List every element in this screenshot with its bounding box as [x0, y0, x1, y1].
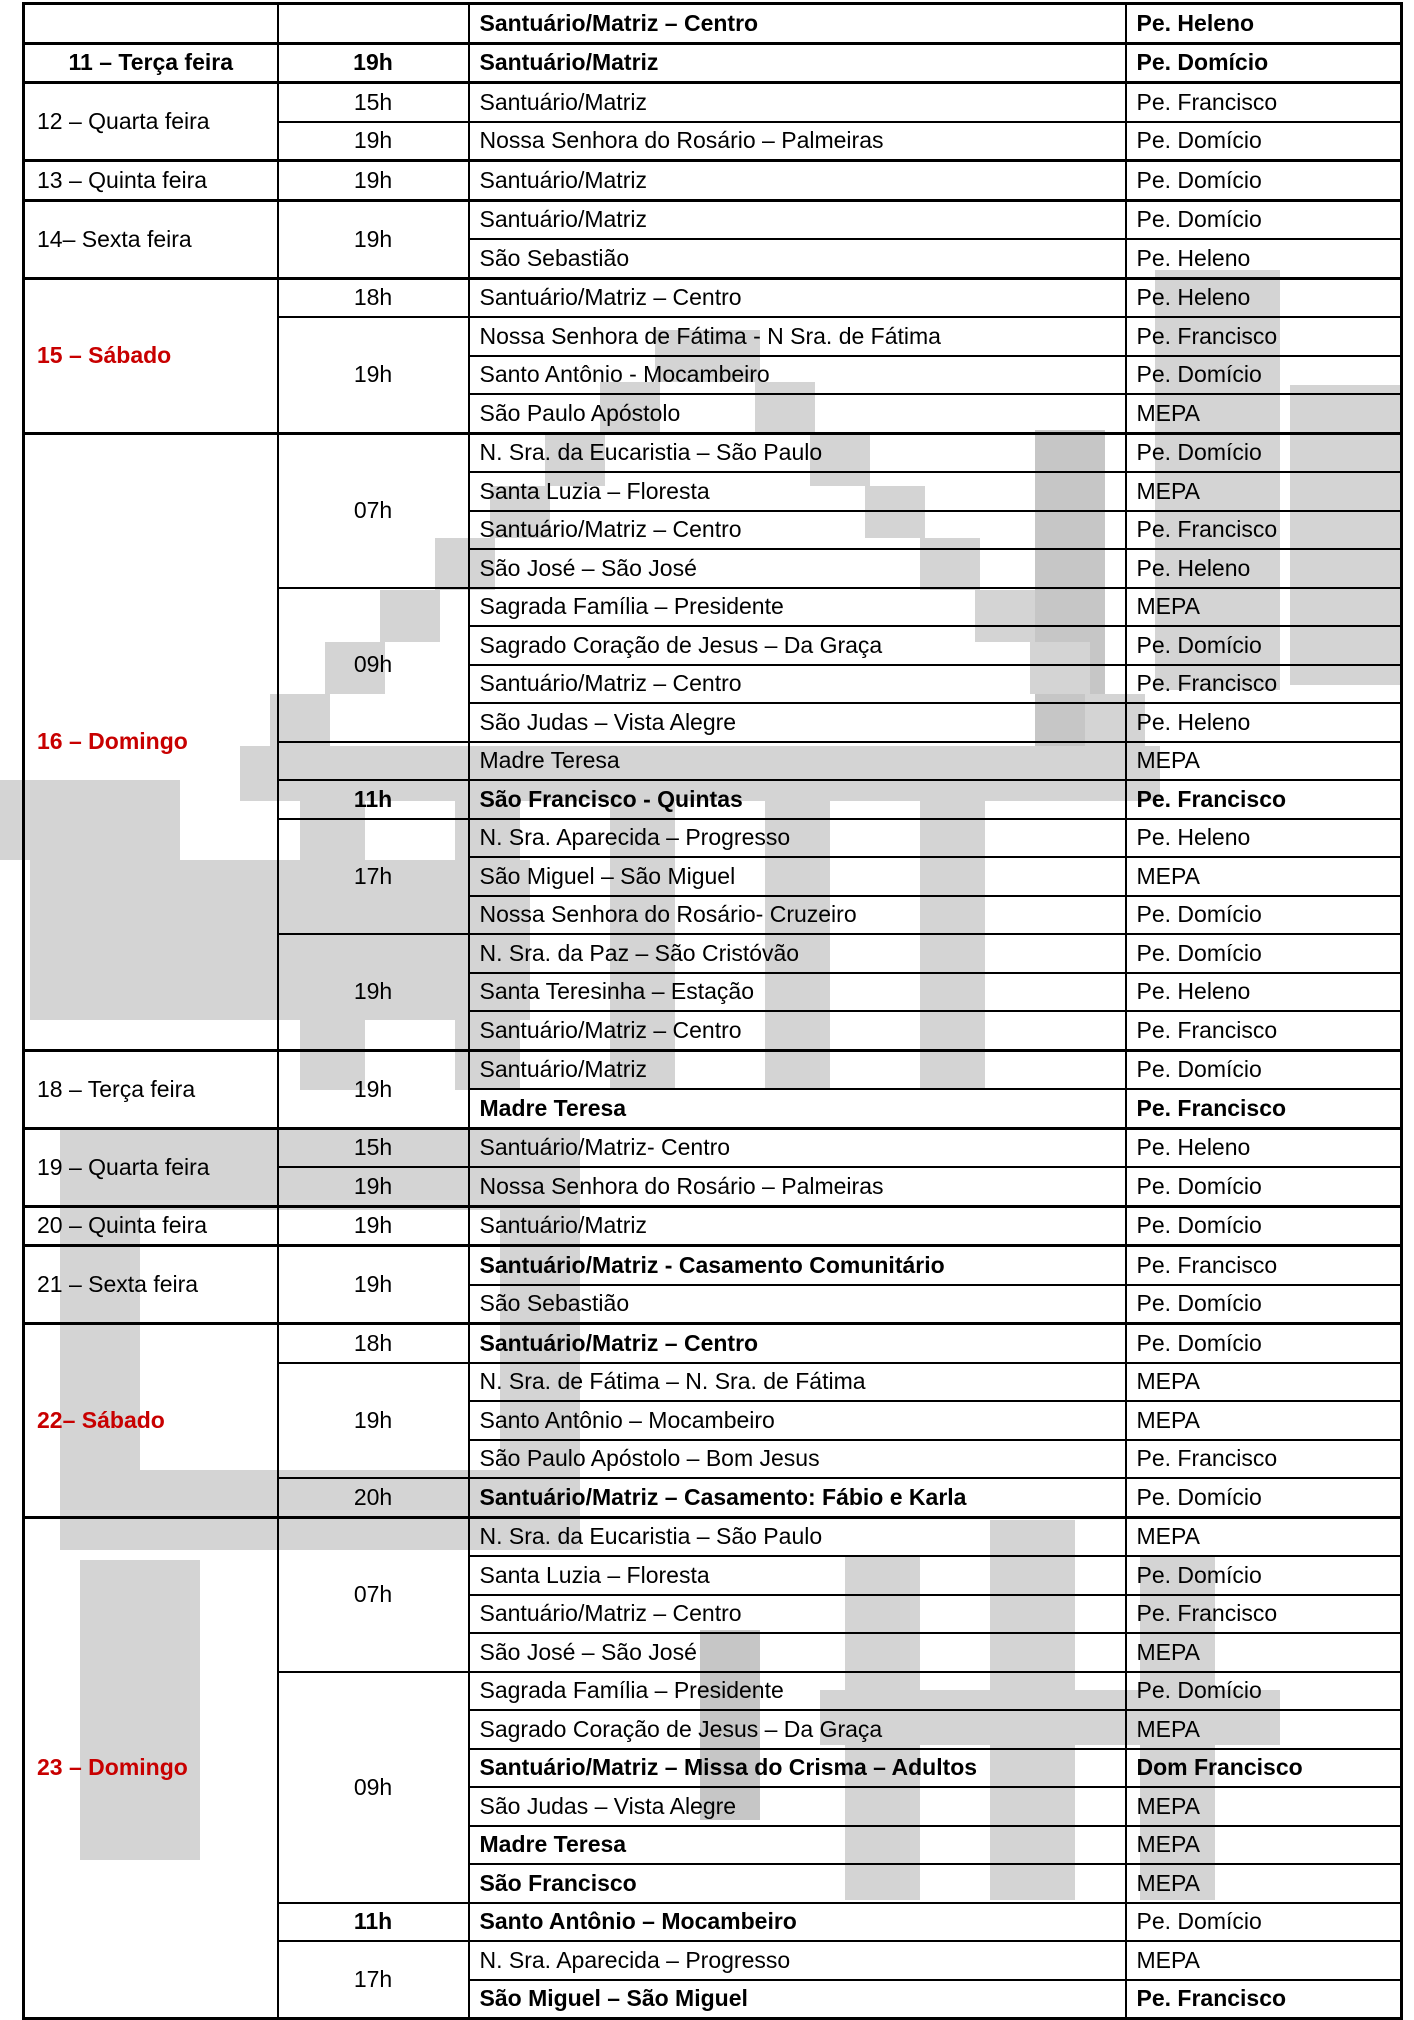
location-cell: Santuário/Matriz — [469, 83, 1126, 122]
day-cell: 21 – Sexta feira — [24, 1246, 278, 1324]
location-cell: Santa Luzia – Floresta — [469, 472, 1126, 511]
time-cell: 07h — [278, 1517, 469, 1672]
table-row — [24, 1128, 1402, 1167]
location-cell: Santuário/Matriz- Centro — [469, 1128, 1126, 1167]
location-cell: N. Sra. da Eucaristia – São Paulo — [469, 1517, 1126, 1556]
location-cell: Madre Teresa — [469, 1826, 1126, 1865]
location-cell: Santuário/Matriz — [469, 1050, 1126, 1089]
priest-cell: MEPA — [1126, 1710, 1402, 1749]
time-cell: 15h — [278, 1128, 469, 1167]
priest-cell: Pe. Francisco — [1126, 1440, 1402, 1479]
time-cell: 18h — [278, 278, 469, 317]
day-cell: 14– Sexta feira — [24, 200, 278, 278]
priest-cell: Pe. Heleno — [1126, 819, 1402, 858]
day-cell: 22– Sábado — [24, 1324, 278, 1518]
priest-cell: Pe. Domício — [1126, 1206, 1402, 1246]
location-cell: São Paulo Apóstolo — [469, 394, 1126, 433]
time-cell: 09h — [278, 1672, 469, 1903]
location-cell: Sagrada Família – Presidente — [469, 588, 1126, 627]
time-cell: 19h — [278, 1206, 469, 1246]
time-cell: 19h — [278, 1363, 469, 1479]
location-cell: Santuário/Matriz - Casamento Comunitário — [469, 1246, 1126, 1285]
time-cell: 19h — [278, 1167, 469, 1206]
table-row — [24, 83, 1402, 122]
table-row — [24, 43, 1402, 83]
time-cell: 19h — [278, 1050, 469, 1128]
priest-cell: Pe. Heleno — [1126, 239, 1402, 278]
priest-cell: Pe. Domício — [1126, 356, 1402, 395]
priest-cell: Pe. Domício — [1126, 896, 1402, 935]
location-cell: Nossa Senhora de Fátima - N Sra. de Fátima — [469, 317, 1126, 356]
time-cell — [278, 742, 469, 781]
priest-cell: Pe. Francisco — [1126, 317, 1402, 356]
location-cell: São Francisco - Quintas — [469, 780, 1126, 819]
time-cell: 20h — [278, 1478, 469, 1517]
location-cell: Santuário/Matriz — [469, 1206, 1126, 1246]
priest-cell: Pe. Francisco — [1126, 511, 1402, 550]
priest-cell: Pe. Domício — [1126, 1556, 1402, 1595]
location-cell: N. Sra. da Paz – São Cristóvão — [469, 934, 1126, 973]
priest-cell: Pe. Heleno — [1126, 4, 1402, 44]
location-cell: N. Sra. da Eucaristia – São Paulo — [469, 433, 1126, 472]
day-cell: 13 – Quinta feira — [24, 161, 278, 201]
priest-cell: MEPA — [1126, 857, 1402, 896]
time-cell: 19h — [278, 934, 469, 1050]
priest-cell: Pe. Domício — [1126, 1167, 1402, 1206]
priest-cell: Pe. Domício — [1126, 1324, 1402, 1363]
location-cell: Madre Teresa — [469, 1089, 1126, 1128]
time-cell: 19h — [278, 200, 469, 278]
table-row — [24, 1324, 1402, 1363]
location-cell: Nossa Senhora do Rosário – Palmeiras — [469, 122, 1126, 161]
table-row — [24, 433, 1402, 472]
location-cell: Santuário/Matriz — [469, 200, 1126, 239]
location-cell: Santuário/Matriz — [469, 161, 1126, 201]
priest-cell: Pe. Domício — [1126, 433, 1402, 472]
location-cell: Santo Antônio – Mocambeiro — [469, 1903, 1126, 1942]
location-cell: Santuário/Matriz – Centro — [469, 665, 1126, 704]
location-cell: Santuário/Matriz – Centro — [469, 511, 1126, 550]
table-row — [24, 4, 1402, 44]
priest-cell: MEPA — [1126, 742, 1402, 781]
location-cell: Santuário/Matriz – Casamento: Fábio e Karla — [469, 1478, 1126, 1517]
time-cell: 11h — [278, 1903, 469, 1942]
location-cell: São Sebastião — [469, 1285, 1126, 1324]
priest-cell: Pe. Francisco — [1126, 1595, 1402, 1634]
location-cell: Santa Teresinha – Estação — [469, 973, 1126, 1012]
time-cell: 09h — [278, 588, 469, 742]
priest-cell: Pe. Francisco — [1126, 665, 1402, 704]
mass-schedule-table — [22, 2, 1403, 2020]
location-cell: São Miguel – São Miguel — [469, 857, 1126, 896]
priest-cell: MEPA — [1126, 472, 1402, 511]
priest-cell: MEPA — [1126, 394, 1402, 433]
priest-cell: Pe. Domício — [1126, 626, 1402, 665]
table-row — [24, 278, 1402, 317]
schedule-body — [24, 4, 1402, 2019]
day-cell: 15 – Sábado — [24, 278, 278, 433]
priest-cell: Pe. Francisco — [1126, 1980, 1402, 2019]
table-row — [24, 1246, 1402, 1285]
location-cell: São Sebastião — [469, 239, 1126, 278]
location-cell: Madre Teresa — [469, 742, 1126, 781]
priest-cell: Pe. Domício — [1126, 1672, 1402, 1711]
priest-cell: MEPA — [1126, 1941, 1402, 1980]
location-cell: Santa Luzia – Floresta — [469, 1556, 1126, 1595]
location-cell: Santuário/Matriz – Centro — [469, 1324, 1126, 1363]
location-cell: Sagrado Coração de Jesus – Da Graça — [469, 626, 1126, 665]
time-cell: 07h — [278, 433, 469, 588]
priest-cell: Pe. Francisco — [1126, 83, 1402, 122]
location-cell: São Judas – Vista Alegre — [469, 1787, 1126, 1826]
time-cell: 17h — [278, 819, 469, 935]
location-cell: Santo Antônio – Mocambeiro — [469, 1401, 1126, 1440]
location-cell: Santuário/Matriz – Centro — [469, 1595, 1126, 1634]
time-cell: 11h — [278, 780, 469, 819]
priest-cell: Pe. Domício — [1126, 1050, 1402, 1089]
location-cell: Santuário/Matriz — [469, 43, 1126, 83]
table-row — [24, 1517, 1402, 1556]
time-cell: 18h — [278, 1324, 469, 1363]
table-row — [24, 1206, 1402, 1246]
time-cell: 17h — [278, 1941, 469, 2019]
priest-cell: Pe. Domício — [1126, 1478, 1402, 1517]
priest-cell: Pe. Heleno — [1126, 1128, 1402, 1167]
priest-cell: MEPA — [1126, 1401, 1402, 1440]
priest-cell: Pe. Heleno — [1126, 549, 1402, 588]
priest-cell: Pe. Domício — [1126, 934, 1402, 973]
priest-cell: MEPA — [1126, 1363, 1402, 1402]
priest-cell: Pe. Domício — [1126, 1285, 1402, 1324]
location-cell: Santuário/Matriz – Centro — [469, 1011, 1126, 1050]
location-cell: N. Sra. de Fátima – N. Sra. de Fátima — [469, 1363, 1126, 1402]
priest-cell: Pe. Francisco — [1126, 1089, 1402, 1128]
day-cell — [24, 4, 278, 44]
location-cell: Santuário/Matriz – Missa do Crisma – Adultos — [469, 1749, 1126, 1788]
day-cell: 18 – Terça feira — [24, 1050, 278, 1128]
time-cell: 19h — [278, 317, 469, 433]
priest-cell: Pe. Domício — [1126, 122, 1402, 161]
table-row — [24, 161, 1402, 201]
priest-cell: Pe. Heleno — [1126, 703, 1402, 742]
table-row — [24, 200, 1402, 239]
day-cell: 12 – Quarta feira — [24, 83, 278, 161]
time-cell: 19h — [278, 43, 469, 83]
priest-cell: MEPA — [1126, 1787, 1402, 1826]
location-cell: N. Sra. Aparecida – Progresso — [469, 1941, 1126, 1980]
day-cell: 11 – Terça feira — [24, 43, 278, 83]
priest-cell: MEPA — [1126, 588, 1402, 627]
location-cell: Nossa Senhora do Rosário- Cruzeiro — [469, 896, 1126, 935]
priest-cell: MEPA — [1126, 1864, 1402, 1903]
time-cell: 15h — [278, 83, 469, 122]
location-cell: Santo Antônio - Mocambeiro — [469, 356, 1126, 395]
priest-cell: Pe. Francisco — [1126, 1011, 1402, 1050]
location-cell: Santuário/Matriz – Centro — [469, 4, 1126, 44]
priest-cell: MEPA — [1126, 1826, 1402, 1865]
location-cell: Sagrado Coração de Jesus – Da Graça — [469, 1710, 1126, 1749]
priest-cell: Pe. Domício — [1126, 43, 1402, 83]
time-cell: 19h — [278, 122, 469, 161]
priest-cell: Pe. Domício — [1126, 161, 1402, 201]
priest-cell: Pe. Francisco — [1126, 1246, 1402, 1285]
table-row — [24, 1050, 1402, 1089]
location-cell: São Judas – Vista Alegre — [469, 703, 1126, 742]
location-cell: São Miguel – São Miguel — [469, 1980, 1126, 2019]
priest-cell: Pe. Domício — [1126, 200, 1402, 239]
location-cell: N. Sra. Aparecida – Progresso — [469, 819, 1126, 858]
location-cell: São Francisco — [469, 1864, 1126, 1903]
location-cell: São José – São José — [469, 1633, 1126, 1672]
location-cell: São José – São José — [469, 549, 1126, 588]
location-cell: Sagrada Família – Presidente — [469, 1672, 1126, 1711]
priest-cell: Pe. Domício — [1126, 1903, 1402, 1942]
location-cell: Santuário/Matriz – Centro — [469, 278, 1126, 317]
priest-cell: Dom Francisco — [1126, 1749, 1402, 1788]
priest-cell: Pe. Heleno — [1126, 278, 1402, 317]
day-cell: 20 – Quinta feira — [24, 1206, 278, 1246]
day-cell: 16 – Domingo — [24, 433, 278, 1050]
day-cell: 19 – Quarta feira — [24, 1128, 278, 1206]
location-cell: Nossa Senhora do Rosário – Palmeiras — [469, 1167, 1126, 1206]
location-cell: São Paulo Apóstolo – Bom Jesus — [469, 1440, 1126, 1479]
priest-cell: Pe. Heleno — [1126, 973, 1402, 1012]
time-cell — [278, 4, 469, 44]
priest-cell: MEPA — [1126, 1633, 1402, 1672]
time-cell: 19h — [278, 161, 469, 201]
priest-cell: Pe. Francisco — [1126, 780, 1402, 819]
priest-cell: MEPA — [1126, 1517, 1402, 1556]
day-cell: 23 – Domingo — [24, 1517, 278, 2019]
time-cell: 19h — [278, 1246, 469, 1324]
